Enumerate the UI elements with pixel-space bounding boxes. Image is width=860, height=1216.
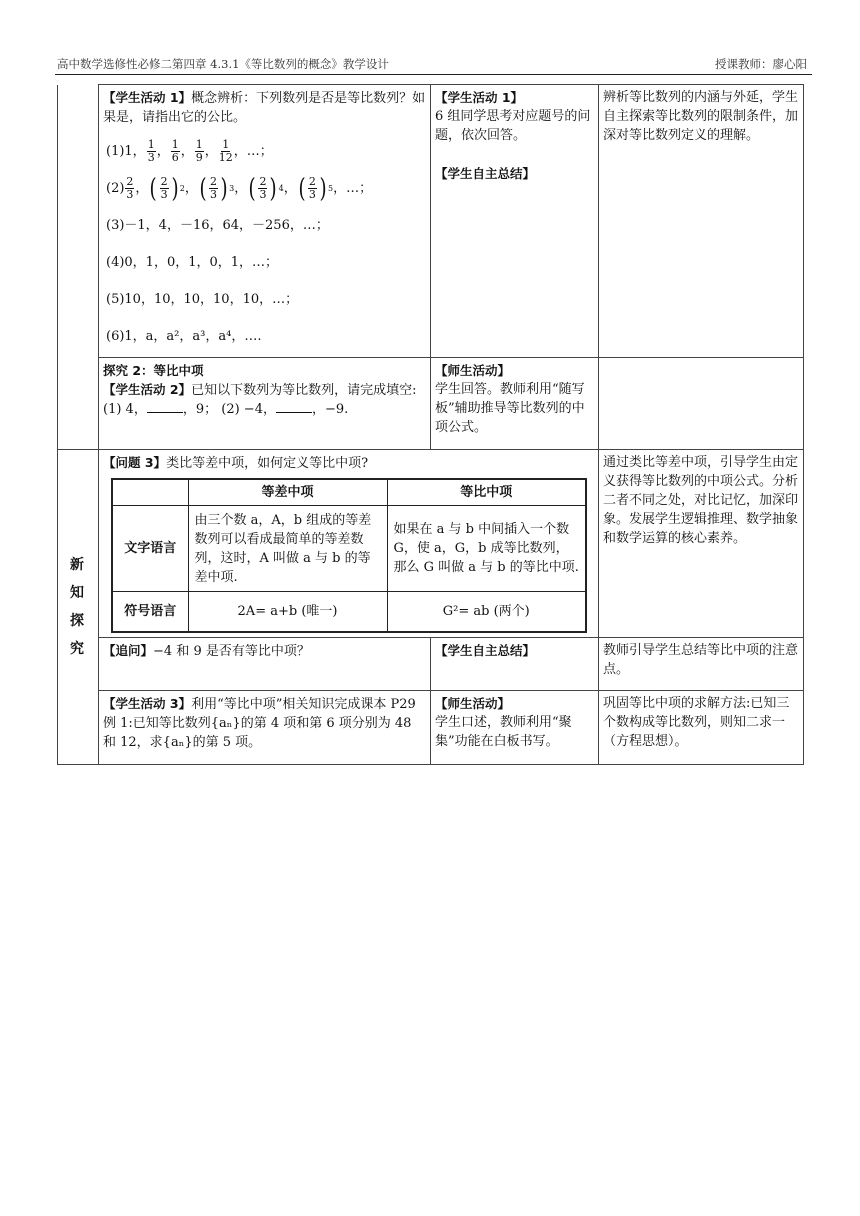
row-activity-1 [58, 85, 804, 358]
activity-2-prompt: 已知以下数列为等比数列，请完成填空: [191, 383, 417, 398]
corner-cell [112, 479, 188, 506]
activity-1-cell [99, 85, 431, 358]
question-3-prompt: 类比等差中项，如何定义等比中项? [166, 456, 369, 471]
blank-2[interactable] [276, 400, 312, 413]
activity-1-intent-cell [599, 85, 804, 358]
row-question-3 [58, 450, 804, 638]
activity-3-title: 【学生活动 3】 [103, 695, 192, 711]
fraction: $\frac{2}{3}$ [126, 175, 134, 201]
activity-3-mid-title: 【师生活动】 [435, 695, 511, 711]
sequence-6: (6)1，a，a²，a³，a⁴，…. [106, 329, 262, 344]
col-header-geometric: 等比中项 [387, 479, 586, 506]
header-rule [55, 74, 812, 75]
sequence-4: (4)0，1，0，1，0，1，…； [106, 255, 279, 270]
explore-2-cell [99, 358, 431, 450]
row-followup [58, 637, 804, 690]
activity-1-prompt: 概念辨析：下列数列是否是等比数列？如果是，请指出它的公比。 [103, 91, 426, 125]
followup-intent: 教师引导学生总结等比中项的注意点。 [603, 642, 799, 677]
activity-3-intent: 巩固等比中项的求解方法:已知三个数构成等比数列，则知二求一（方程思想）。 [603, 695, 790, 749]
sequence-5: (5)10，10，10，10，10，…； [106, 292, 299, 307]
side-label: 新知探究 [70, 557, 87, 658]
blank-1[interactable] [147, 400, 183, 413]
fraction: $\frac{1}{6}$ [171, 138, 179, 164]
geometric-formula: G²= ab (两个) [387, 592, 586, 632]
col-header-arithmetic: 等差中项 [188, 479, 387, 506]
side-cell-blank-top [58, 85, 99, 450]
row-label-text: 文字语言 [112, 506, 188, 592]
explore-2-mid-text: 学生回答。教师利用“随写板”辅助推导等比数列的中项公式。 [435, 382, 585, 435]
lesson-table [57, 84, 804, 765]
row-activity-3 [58, 690, 804, 764]
sequence-3: (3)－1，4，－16，64，－256，…； [106, 218, 329, 233]
activity-3-mid-cell [431, 690, 599, 764]
activity-3-cell [99, 690, 431, 764]
comparison-table [111, 478, 587, 633]
fraction: $\frac{1}{3}$ [147, 138, 155, 164]
sequence-2: (2) $\frac{2}{3}$ ， ( $\frac{2}{3}$ ) 2 ， ( $\frac{2}{3}$ ) 3 ， ( $\frac{2}{3}$ ) 4 ， ( $\frac{2}{3}$ ) 5 ， …； [106, 173, 373, 204]
arithmetic-formula: 2A= a+b (唯一) [188, 592, 387, 632]
power-term: ( $\frac{2}{3}$ ) 4 [248, 173, 284, 204]
header-title: 高中数学选修性必修二第四章 4.3.1《等比数列的概念》教学设计 [57, 57, 389, 71]
explore-2-intent-cell [599, 358, 804, 450]
activity-1-summary-title: 【学生自主总结】 [435, 166, 536, 181]
activity-1-mid-title: 【学生活动 1】 [435, 90, 524, 105]
page-header [57, 56, 807, 72]
followup-intent-cell [599, 637, 804, 690]
power-term: ( $\frac{2}{3}$ ) 5 [298, 173, 334, 204]
explore-2-mid-cell [431, 358, 599, 450]
followup-mid-cell [431, 637, 599, 690]
activity-1-title: 【学生活动 1】 [103, 90, 192, 105]
explore-2-mid-title: 【师生活动】 [435, 363, 511, 378]
followup-cell [99, 637, 431, 690]
followup-title: 【追问】 [103, 642, 154, 658]
followup-text: −4 和 9 是否有等比中项？ [153, 643, 310, 659]
row-label-symbol: 符号语言 [112, 592, 188, 632]
question-3-title: 【问题 3】 [103, 455, 167, 470]
power-term: ( $\frac{2}{3}$ ) 3 [199, 173, 235, 204]
geometric-text-def: 如果在 a 与 b 中间插入一个数 G，使 a，G，b 成等比数列，那么 G 叫做 a 与 b 的等比中项. [387, 506, 586, 592]
followup-mid-title: 【学生自主总结】 [435, 642, 536, 658]
activity-2-title: 【学生活动 2】 [103, 382, 192, 397]
header-teacher: 授课教师：廖心阳 [715, 57, 807, 71]
question-3-intent-cell [599, 450, 804, 638]
fraction: $\frac{1}{12}$ [218, 138, 233, 164]
activity-1-mid-cell [431, 85, 599, 358]
arithmetic-text-def: 由三个数 a，A，b 组成的等差数列可以看成最简单的等差数列，这时，A 叫做 a 与 b 的等差中项. [188, 506, 387, 592]
activity-3-mid-text: 学生口述，教师利用“聚集”功能在白板书写。 [435, 714, 572, 749]
activity-3-intent-cell [599, 690, 804, 764]
sequence-1: (1)1， $\frac{1}{3}$ ， $\frac{1}{6}$ ， $\frac{1}{9}$ ， $\frac{1}{12}$ ， …； [106, 138, 273, 164]
explore-2-heading: 探究 2：等比中项 [103, 363, 204, 378]
power-term: ( $\frac{2}{3}$ ) 2 [149, 173, 185, 204]
sequence-list [106, 133, 427, 355]
activity-3-text: 利用“等比中项”相关知识完成课本 P29 例 1:已知等比数列{aₙ}的第 4 项和第 6 项分别为 48 和 12，求{aₙ}的第 5 项。 [103, 696, 416, 750]
fraction: $\frac{1}{9}$ [195, 138, 203, 164]
activity-1-mid-text: 6 组同学思考对应题号的问题，依次回答。 [435, 109, 591, 143]
question-3-cell [99, 450, 599, 638]
question-3-intent: 通过类比等差中项，引导学生由定义获得等比数列的中项公式。分析二者不同之处，对比记忆，加深印象。发展学生逻辑推理、数学抽象和数学运算的核心素养。 [603, 455, 799, 546]
side-label-cell [58, 450, 99, 765]
fill-blanks: (1) 4， ，9； (2) −4， ，−9. [103, 402, 349, 417]
row-explore-2 [58, 358, 804, 450]
activity-1-intent: 辨析等比数列的内涵与外延，学生自主探索等比数列的限制条件，加深对等比数列定义的理解。 [603, 90, 799, 143]
